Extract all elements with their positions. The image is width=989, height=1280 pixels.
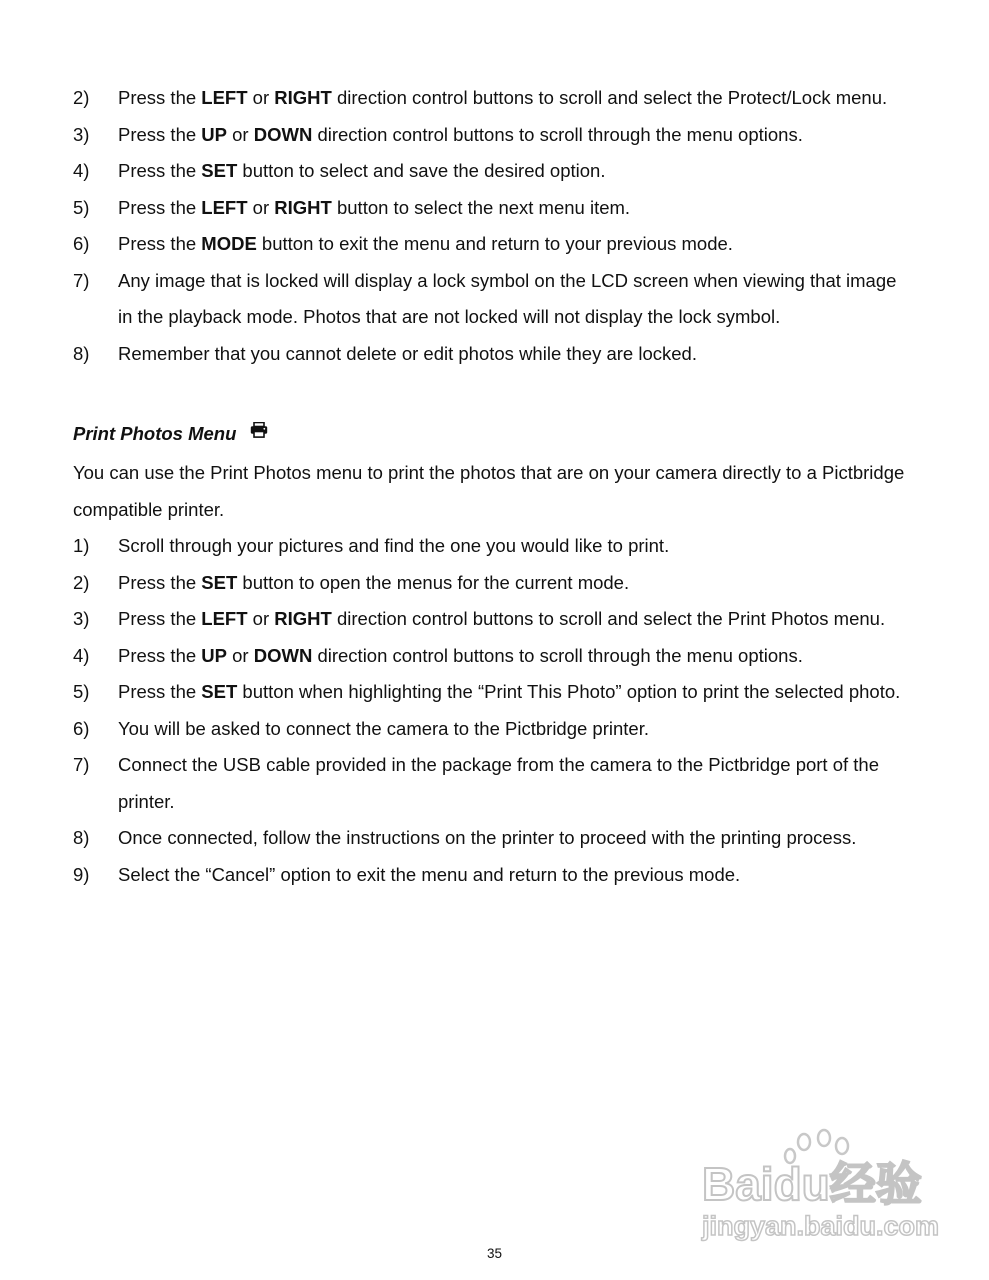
list-item [73, 528, 913, 565]
item-number: 5) [73, 196, 90, 218]
item-number: 4) [73, 644, 90, 666]
document-page [73, 80, 913, 893]
item-text: Press the SET button when highlighting the “Print This Photo” option to print the selected photo. [118, 681, 901, 702]
item-text: You will be asked to connect the camera to the Pictbridge printer. [118, 717, 649, 739]
list-item [73, 153, 913, 190]
item-text: Press the LEFT or RIGHT direction control buttons to scroll and select the Protect/Lock menu. [118, 87, 888, 108]
item-text: Once connected, follow the instructions on the printer to proceed with the printing process. [118, 827, 857, 848]
item-text: Press the UP or DOWN direction control buttons to scroll through the menu options. [118, 644, 803, 666]
item-number: 2) [73, 87, 90, 108]
item-text: Remember that you cannot delete or edit photos while they are locked. [118, 342, 697, 364]
item-text: Select the “Cancel” option to exit the menu and return to the previous mode. [118, 863, 741, 885]
list-item [73, 638, 913, 675]
item-text: Any image that is locked will display a lock symbol on the LCD screen when viewing that image in the playback mode. Photos that are not locked will not display the lock symbol. [118, 269, 897, 327]
watermark-url: jingyan.baidu.com [702, 1211, 940, 1241]
list-item [73, 711, 913, 748]
item-number: 2) [73, 571, 90, 593]
list-item [73, 601, 913, 638]
item-text: Press the SET button to open the menus for the current mode. [118, 571, 630, 593]
printer-icon [250, 422, 268, 438]
item-number: 9) [73, 863, 90, 885]
item-text: Scroll through your pictures and find the one you would like to print. [118, 535, 670, 556]
baidu-watermark [700, 1128, 940, 1248]
list-item [73, 80, 913, 117]
item-number: 3) [73, 123, 90, 145]
page-number: 35 [486, 1246, 503, 1261]
item-text: Connect the USB cable provided in the package from the camera to the Pictbridge port of the printer. [118, 754, 879, 812]
item-number: 4) [73, 160, 90, 181]
list-item [73, 747, 913, 820]
item-number: 1) [73, 535, 90, 556]
list-item [73, 226, 913, 263]
watermark-brand: Baidu经验 [702, 1158, 922, 1210]
item-number: 3) [73, 608, 90, 629]
section-heading [73, 416, 913, 452]
steps-list-protect [73, 80, 913, 372]
section-title: Print Photos Menu [73, 423, 237, 444]
list-item [73, 565, 913, 602]
list-item [73, 117, 913, 154]
list-item [73, 190, 913, 227]
list-item [73, 336, 913, 373]
list-item [73, 674, 913, 711]
list-item [73, 857, 913, 894]
item-number: 7) [73, 754, 90, 775]
item-number: 5) [73, 681, 90, 702]
item-text: Press the LEFT or RIGHT direction control buttons to scroll and select the Print Photos menu. [118, 608, 886, 629]
list-item [73, 820, 913, 857]
item-number: 8) [73, 827, 90, 848]
item-number: 7) [73, 269, 90, 291]
item-number: 6) [73, 233, 90, 254]
item-text: Press the SET button to select and save the desired option. [118, 160, 606, 181]
steps-list-print [73, 528, 913, 893]
item-text: Press the UP or DOWN direction control buttons to scroll through the menu options. [118, 123, 803, 145]
item-number: 8) [73, 342, 90, 364]
section-intro: You can use the Print Photos menu to print the photos that are on your camera directly to a Pictbridge compatible printer. [73, 462, 905, 520]
item-text: Press the LEFT or RIGHT button to select the next menu item. [118, 196, 631, 218]
item-number: 6) [73, 717, 90, 739]
item-text: Press the MODE button to exit the menu and return to your previous mode. [118, 233, 733, 254]
list-item [73, 263, 913, 336]
